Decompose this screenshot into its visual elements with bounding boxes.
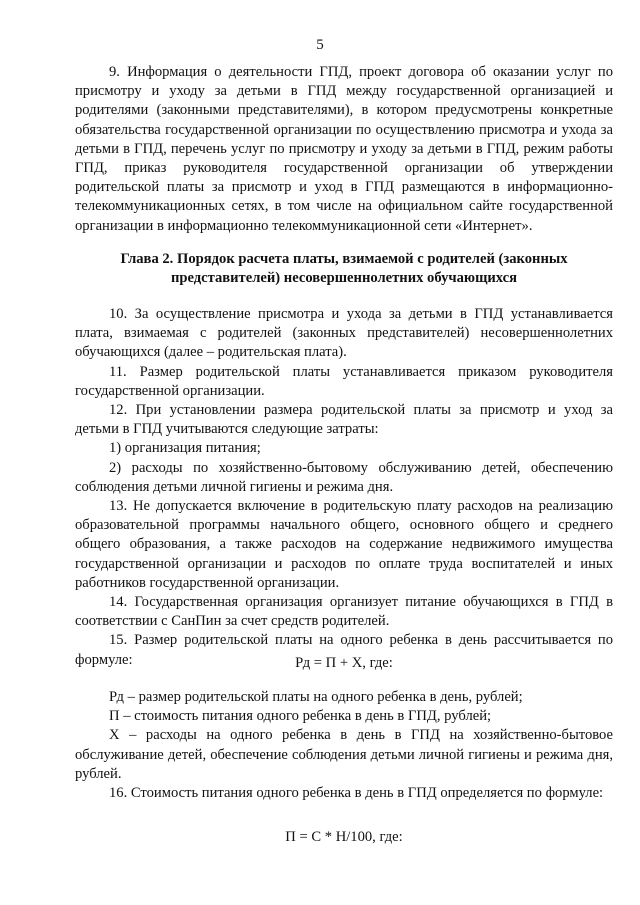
page-number: 5 bbox=[316, 37, 324, 53]
paragraph-10: 10. За осуществление присмотра и ухода за детьми в ГПД устанавливается плата, взимаемая с родителей (законных представителей) несовершеннолетних обучающихся (далее – родительская плата). bbox=[75, 306, 613, 361]
formula-1-definitions bbox=[75, 688, 613, 803]
definition-rd: Рд – размер родительской платы на одного ребенка в день, рублей; bbox=[109, 689, 523, 705]
paragraph-12: 12. При установлении размера родительской платы за присмотр и уход за детьми в ГПД учитываются следующие затраты: bbox=[75, 402, 613, 438]
formula-2: П = С * Н/100, где: bbox=[285, 829, 403, 845]
paragraph-12-item-1: 1) организация питания; bbox=[109, 440, 261, 457]
definition-p: П – стоимость питания одного ребенка в день в ГПД, рублей; bbox=[109, 708, 492, 725]
paragraph-14: 14. Государственная организация организует питание обучающихся в ГПД в соответствии с СанПин за счет средств родителей. bbox=[75, 594, 613, 630]
formula-2-block bbox=[75, 828, 613, 847]
chapter-body bbox=[75, 305, 613, 670]
section-paragraph-9 bbox=[75, 63, 613, 236]
formula-1-block bbox=[75, 654, 613, 673]
paragraph-15: 15. Размер родительской платы на одного ребенка в день рассчитывается по формуле: bbox=[75, 632, 613, 668]
chapter-heading: Глава 2. Порядок расчета платы, взимаемой с родителей (законных представителей) несовершеннолетних обучающихся bbox=[120, 251, 568, 286]
paragraph-16: 16. Стоимость питания одного ребенка в день в ГПД определяется по формуле: bbox=[109, 785, 604, 802]
paragraph-11: 11. Размер родительской платы устанавливается приказом руководителя государственной организации. bbox=[75, 363, 613, 399]
paragraph-12-item-2: 2) расходы по хозяйственно-бытовому обслуживанию детей, обеспечению соблюдения детьми личной гигиены и режима дня. bbox=[75, 459, 613, 495]
paragraph-9: 9. Информация о деятельности ГПД, проект договора об оказании услуг по присмотру и уходу за детьми в ГПД между государственной организацией и родителями (законными представителями), в котором предусмотрены конкретные обязательства государственной организации по осуществлению присмотра и ухода за детьми в ГПД, перечень услуг по присмотру и уходу за детьми в ГПД, режим работы ГПД, приказ руководителя государственной организации об утверждении родительской платы за присмотр и уход в ГПД размещаются в информационно-телекоммуникационных сетях, в том числе на официальном сайте государственной организации в информационно телекоммуникационной сети «Интернет». bbox=[75, 64, 613, 234]
paragraph-13: 13. Не допускается включение в родительскую плату расходов на реализацию образовательной программы начального общего, основного общего и среднего общего образования, а также расходов на содержание недвижимого имущества государственной организации и расходов по оплате труда воспитателей и иных работников государственной организации. bbox=[75, 498, 613, 591]
definition-x: Х – расходы на одного ребенка в день в ГПД на хозяйственно-бытовое обслуживание детей, обеспечение соблюдения детьми личной гигиены и режима дня, рублей. bbox=[75, 727, 613, 782]
formula-1: Рд = П + Х, где: bbox=[295, 655, 393, 671]
